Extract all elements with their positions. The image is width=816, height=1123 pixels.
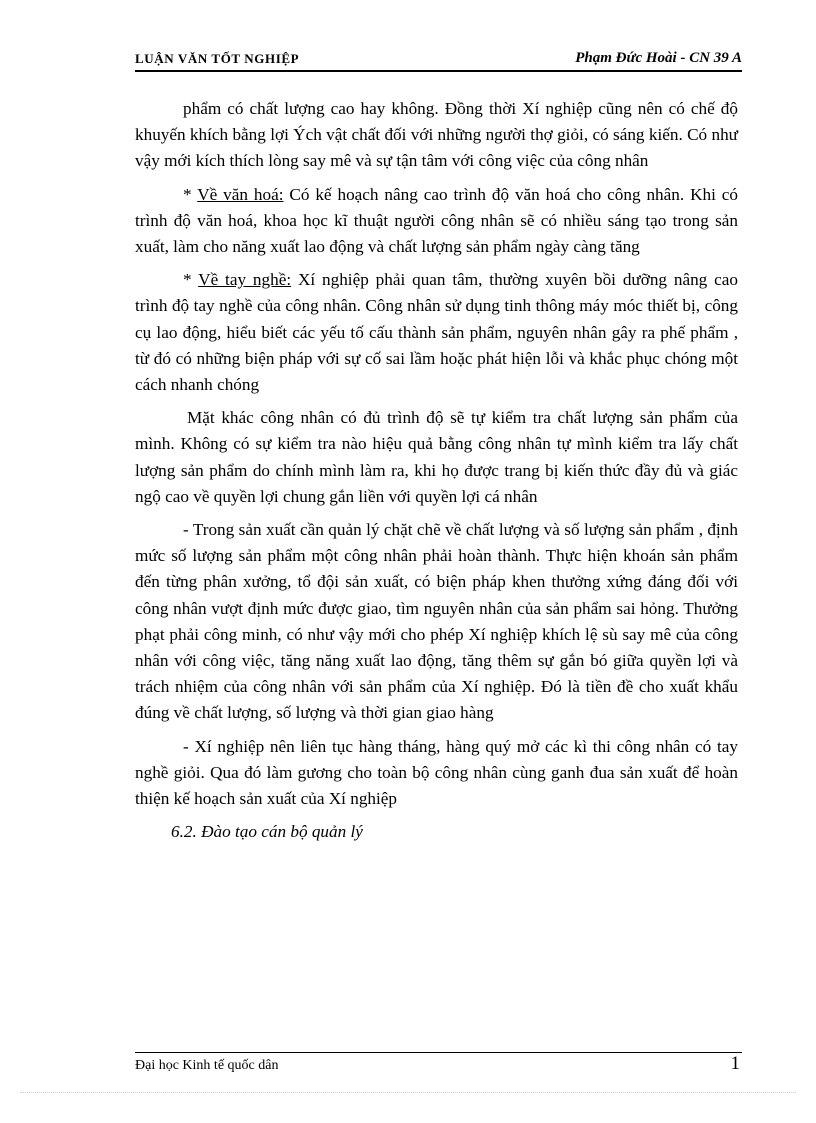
paragraph-text: - Xí nghiệp nên liên tục hàng tháng, hàng quý mở các kì thi công nhân có tay nghề giỏi. Qua đó làm gương cho toàn bộ công nhân cùng ganh đua sản xuất để hoàn thiện kế hoạch sản xuất của Xí nghiệp xyxy=(135,736,738,809)
underlined-label: Về tay nghề: xyxy=(198,270,292,290)
underlined-label: Về văn hoá: xyxy=(197,184,284,204)
paragraph xyxy=(135,517,738,727)
document-body xyxy=(135,96,738,852)
paragraph-text: Mặt khác công nhân có đủ trình độ sẽ tự kiểm tra chất lượng sản phẩm của mình. Không có sự kiểm tra nào hiệu quả bằng công nhân tự mình kiểm tra lấy chất lượng sản phẩm do chính mình làm ra, khi họ được trang bị kiến thức đầy đủ và giác ngộ cao về quyền lợi chung gắn liền với quyền lợi cá nhân xyxy=(135,408,738,506)
page-break-line xyxy=(20,1092,796,1093)
header-author: Phạm Đức Hoài - CN 39 A xyxy=(575,50,742,66)
paragraph xyxy=(135,734,738,813)
page-number: 1 xyxy=(730,1053,740,1074)
header-title: LUẬN VĂN TỐT NGHIỆP xyxy=(135,51,300,66)
paragraph xyxy=(135,405,738,510)
bullet-prefix: * xyxy=(183,184,198,204)
paragraph-text: phẩm có chất lượng cao hay không. Đồng thời Xí nghiệp cũng nên có chế độ khuyến khích bằng lợi Ých vật chất đối với những người thợ giỏi, có sáng kiến. Có như vậy mới kích thích lòng say mê và sự tận tâm với công việc của công nhân xyxy=(135,99,738,171)
paragraph-text: Có kế hoạch nâng cao trình độ văn hoá cho công nhân. Khi có trình độ văn hoá, khoa học kĩ thuật người công nhân sẽ có nhiều sáng tạo trong sản xuất, làm cho năng xuất lao động và chất lượng sản phẩm ngày càng tăng xyxy=(135,184,738,257)
paragraph-text: - Trong sản xuất cần quản lý chặt chẽ về chất lượng và số lượng sản phẩm , định mức số lượng sản phẩm một công nhân phải hoàn thành. Thực hiện khoán sản phẩm đến từng phân xưởng, tổ đội sản xuất, có biện pháp khen thưởng xứng đáng đối với công nhân vượt định mức được giao, tìm nguyên nhân của sản phẩm sai hỏng. Thưởng phạt phải công minh, có như vậy mới cho phép Xí nghiệp khích lệ sù say mê của công nhân với công việc, tăng năng xuất lao động, tăng thêm sự gắn bó giữa quyền lợi và trách nhiệm của công nhân với sản phẩm của Xí nghiệp. Đó là tiền đề cho xuất khẩu đúng về chất lượng, số lượng và thời gian giao hàng xyxy=(135,520,738,723)
footer-divider xyxy=(135,1052,742,1053)
paragraph-text: Xí nghiệp phải quan tâm, thường xuyên bồi dưỡng nâng cao trình độ tay nghề của công nhân. Công nhân sử dụng tinh thông máy móc thiết bị, công cụ lao động, hiểu biết các yếu tố cấu thành sản phẩm, nguyên nhân gây ra phế phẩm , từ đó có những biện pháp với sự cố sai lầm hoặc phát hiện lỗi và khắc phục chóng một cách nhanh chóng xyxy=(135,270,738,395)
paragraph xyxy=(135,96,738,175)
footer-university: Đại học Kinh tế quốc dân xyxy=(135,1058,279,1073)
paragraph xyxy=(135,182,738,261)
bullet-prefix: * xyxy=(183,270,199,290)
paragraph xyxy=(135,267,738,398)
section-heading: 6.2. Đào tạo cán bộ quản lý xyxy=(171,822,363,842)
page-header xyxy=(135,50,742,72)
